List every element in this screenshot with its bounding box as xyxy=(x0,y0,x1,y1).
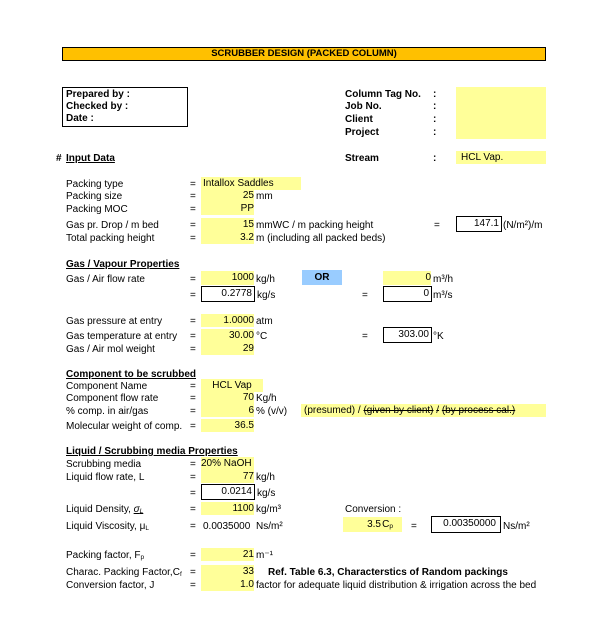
gas-temperature-label: Gas temperature at entry xyxy=(66,331,178,342)
eq-sign: = xyxy=(190,191,196,202)
gas-flow-kgs-value: 0.2778 xyxy=(201,286,255,302)
colon: : xyxy=(433,127,437,138)
eq-sign: = xyxy=(190,459,196,470)
mu-l-symbol: $\mu_L$ xyxy=(139,521,149,532)
note-presumed: (presumed) / xyxy=(304,405,361,416)
conversion-factor-label: Conversion factor, J xyxy=(66,580,155,591)
component-name-value[interactable]: HCL Vap xyxy=(201,379,263,392)
gas-temperature-value[interactable]: 30.00 xyxy=(201,329,254,342)
eq-sign: = xyxy=(190,331,196,342)
packing-size-label: Packing size xyxy=(66,191,123,202)
liquid-viscosity-value: 0.0035000 xyxy=(203,521,251,532)
project-label: Project xyxy=(345,127,379,138)
component-flow-unit: Kg/h xyxy=(256,393,277,404)
eq-sign: = xyxy=(190,472,196,483)
or-button[interactable]: OR xyxy=(302,270,342,285)
component-mw-label: Molecular weight of comp. xyxy=(66,421,183,432)
packing-type-value[interactable]: Intallox Saddles xyxy=(201,177,301,190)
note-separator: / xyxy=(436,405,440,416)
packing-moc-value[interactable]: PP xyxy=(201,202,254,215)
checked-by-label: Checked by : xyxy=(66,101,129,112)
viscosity-converted-unit: Ns/m² xyxy=(503,521,530,532)
gas-flow-kgs-unit: kg/s xyxy=(257,290,276,301)
conversion-factor-note: factor for adequate liquid distribution & irrigation across the bed xyxy=(256,580,537,591)
viscosity-cp-input[interactable] xyxy=(343,517,402,532)
component-flow-value[interactable]: 70 xyxy=(201,391,254,404)
eq-sign: = xyxy=(190,580,196,591)
packing-factor-unit: m⁻¹ xyxy=(256,550,273,561)
composition-source-note xyxy=(301,404,546,417)
eq-sign: = xyxy=(190,179,196,190)
packing-size-value[interactable]: 25 xyxy=(201,189,254,202)
packing-factor-label: Packing factor, $F_p$ xyxy=(66,550,145,561)
gas-mol-weight-label: Gas / Air mol weight xyxy=(66,344,155,355)
eq-sign: = xyxy=(411,521,417,532)
liquid-viscosity-label: Liquid Viscosity, $\mu_L$ xyxy=(66,521,149,532)
viscosity-cp-value: 3.5 xyxy=(367,519,381,530)
eq-sign: = xyxy=(190,381,196,392)
eq-sign: = xyxy=(362,290,368,301)
rho-l-symbol: $\sigma_L$ xyxy=(133,504,144,515)
scrubbing-media-label: Scrubbing media xyxy=(66,459,142,470)
job-no-label: Job No. xyxy=(345,101,382,112)
gas-pressure-value[interactable]: 1.0000 xyxy=(201,314,254,327)
client-label: Client xyxy=(345,114,373,125)
gas-temperature-kelvin-unit: °K xyxy=(433,331,444,342)
eq-sign: = xyxy=(434,220,440,231)
eq-sign: = xyxy=(190,488,196,499)
pressure-drop-unit: mmWC / m packing height xyxy=(256,220,374,231)
liquid-flow-label: Liquid flow rate, L xyxy=(66,472,145,483)
packing-height-label: Total packing height xyxy=(66,233,155,244)
gas-flow-m3s-value: 0 xyxy=(383,286,432,302)
gas-flow-kgh-value[interactable]: 1000 xyxy=(201,271,254,285)
viscosity-cp-unit: $C_p$ xyxy=(382,519,393,530)
liquid-density-unit: kg/m³ xyxy=(256,504,281,515)
eq-sign: = xyxy=(190,220,196,231)
column-tag-label: Column Tag No. xyxy=(345,89,421,100)
liquid-properties-heading: Liquid / Scrubbing media Properties xyxy=(66,446,238,457)
eq-sign: = xyxy=(190,504,196,515)
gas-temperature-kelvin: 303.00 xyxy=(383,327,432,343)
eq-sign: = xyxy=(190,567,196,578)
pressure-drop-value[interactable]: 15 xyxy=(201,218,254,231)
gas-pressure-unit: atm xyxy=(256,316,273,327)
charac-packing-factor-value[interactable]: 33 xyxy=(201,565,254,578)
gas-flow-m3h-unit: m³/h xyxy=(433,274,453,285)
conversion-factor-value[interactable]: 1.0 xyxy=(201,578,254,591)
gas-properties-heading: Gas / Vapour Properties xyxy=(66,259,180,270)
packing-moc-label: Packing MOC xyxy=(66,204,128,215)
component-comp-unit: % (v/v) xyxy=(256,406,288,417)
liquid-flow-kgs-value: 0.0214 xyxy=(201,484,255,500)
pressure-drop-label: Gas pr. Drop / m bed xyxy=(66,220,159,231)
component-comp-label: % comp. in air/gas xyxy=(66,406,149,417)
gas-flow-label: Gas / Air flow rate xyxy=(66,274,145,285)
gas-flow-kgh-unit: kg/h xyxy=(256,274,275,285)
liquid-viscosity-unit: Ns/m² xyxy=(256,521,283,532)
eq-sign: = xyxy=(190,393,196,404)
colon: : xyxy=(433,89,437,100)
eq-sign: = xyxy=(190,421,196,432)
input-data-heading: Input Data xyxy=(66,153,115,164)
component-comp-value[interactable]: 6 xyxy=(201,404,254,417)
pressure-drop-converted-unit: (N/m²)/m xyxy=(503,220,543,231)
conversion-label: Conversion : xyxy=(345,504,402,515)
component-name-label: Component Name xyxy=(66,381,148,392)
charac-packing-factor-label: Charac. Packing $Factor,C_f$ xyxy=(66,567,182,578)
component-mw-value[interactable]: 36.5 xyxy=(201,419,254,432)
gas-flow-m3s-unit: m³/s xyxy=(433,290,453,301)
eq-sign: = xyxy=(362,331,368,342)
colon: : xyxy=(433,114,437,125)
packing-height-unit: m (including all packed beds) xyxy=(256,233,386,244)
note-given-by-client: (given by client) xyxy=(363,405,434,416)
liquid-flow-kgh-value[interactable]: 77 xyxy=(201,470,254,483)
eq-sign: = xyxy=(190,204,196,215)
gas-mol-weight-value[interactable]: 29 xyxy=(201,342,254,355)
column-info-input[interactable] xyxy=(456,87,546,139)
eq-sign: = xyxy=(190,290,196,301)
pressure-drop-converted: 147.1 xyxy=(456,216,502,232)
eq-sign: = xyxy=(190,406,196,417)
liquid-density-value[interactable]: 1100 xyxy=(201,502,254,515)
packing-height-value[interactable]: 3.2 xyxy=(201,231,254,244)
hash-mark: # xyxy=(56,153,62,164)
colon: : xyxy=(433,101,437,112)
packing-type-label: Packing type xyxy=(66,179,124,190)
note-by-process: (by process cal.) xyxy=(441,405,516,416)
packing-size-unit: mm xyxy=(256,191,273,202)
reference-note: Ref. Table 6.3, Characterstics of Random packings xyxy=(268,567,508,578)
prepared-by-label: Prepared by : xyxy=(66,89,130,100)
eq-sign: = xyxy=(190,316,196,327)
gas-pressure-label: Gas pressure at entry xyxy=(66,316,163,327)
liquid-density-label: Liquid Density, $\sigma_L$ xyxy=(66,504,144,515)
stream-label: Stream xyxy=(345,153,379,164)
liquid-flow-kgs-unit: kg/s xyxy=(257,488,276,499)
eq-sign: = xyxy=(190,550,196,561)
component-flow-label: Component flow rate xyxy=(66,393,159,404)
eq-sign: = xyxy=(190,521,196,532)
scrubbing-media-value[interactable]: 20% NaOH xyxy=(201,457,254,470)
gas-temperature-unit: °C xyxy=(256,331,268,342)
colon: : xyxy=(433,153,437,164)
liquid-flow-kgh-unit: kg/h xyxy=(256,472,275,483)
date-label: Date : xyxy=(66,113,94,124)
gas-flow-m3h-value[interactable]: 0 xyxy=(383,271,431,285)
component-heading: Component to be scrubbed xyxy=(66,369,196,380)
eq-sign: = xyxy=(190,233,196,244)
eq-sign: = xyxy=(190,274,196,285)
stream-value[interactable]: HCL Vap. xyxy=(456,151,546,164)
sheet-title: SCRUBBER DESIGN (PACKED COLUMN) xyxy=(62,47,546,61)
packing-factor-value[interactable]: 21 xyxy=(201,548,254,561)
eq-sign: = xyxy=(190,344,196,355)
viscosity-converted-value: 0.00350000 xyxy=(431,516,501,533)
